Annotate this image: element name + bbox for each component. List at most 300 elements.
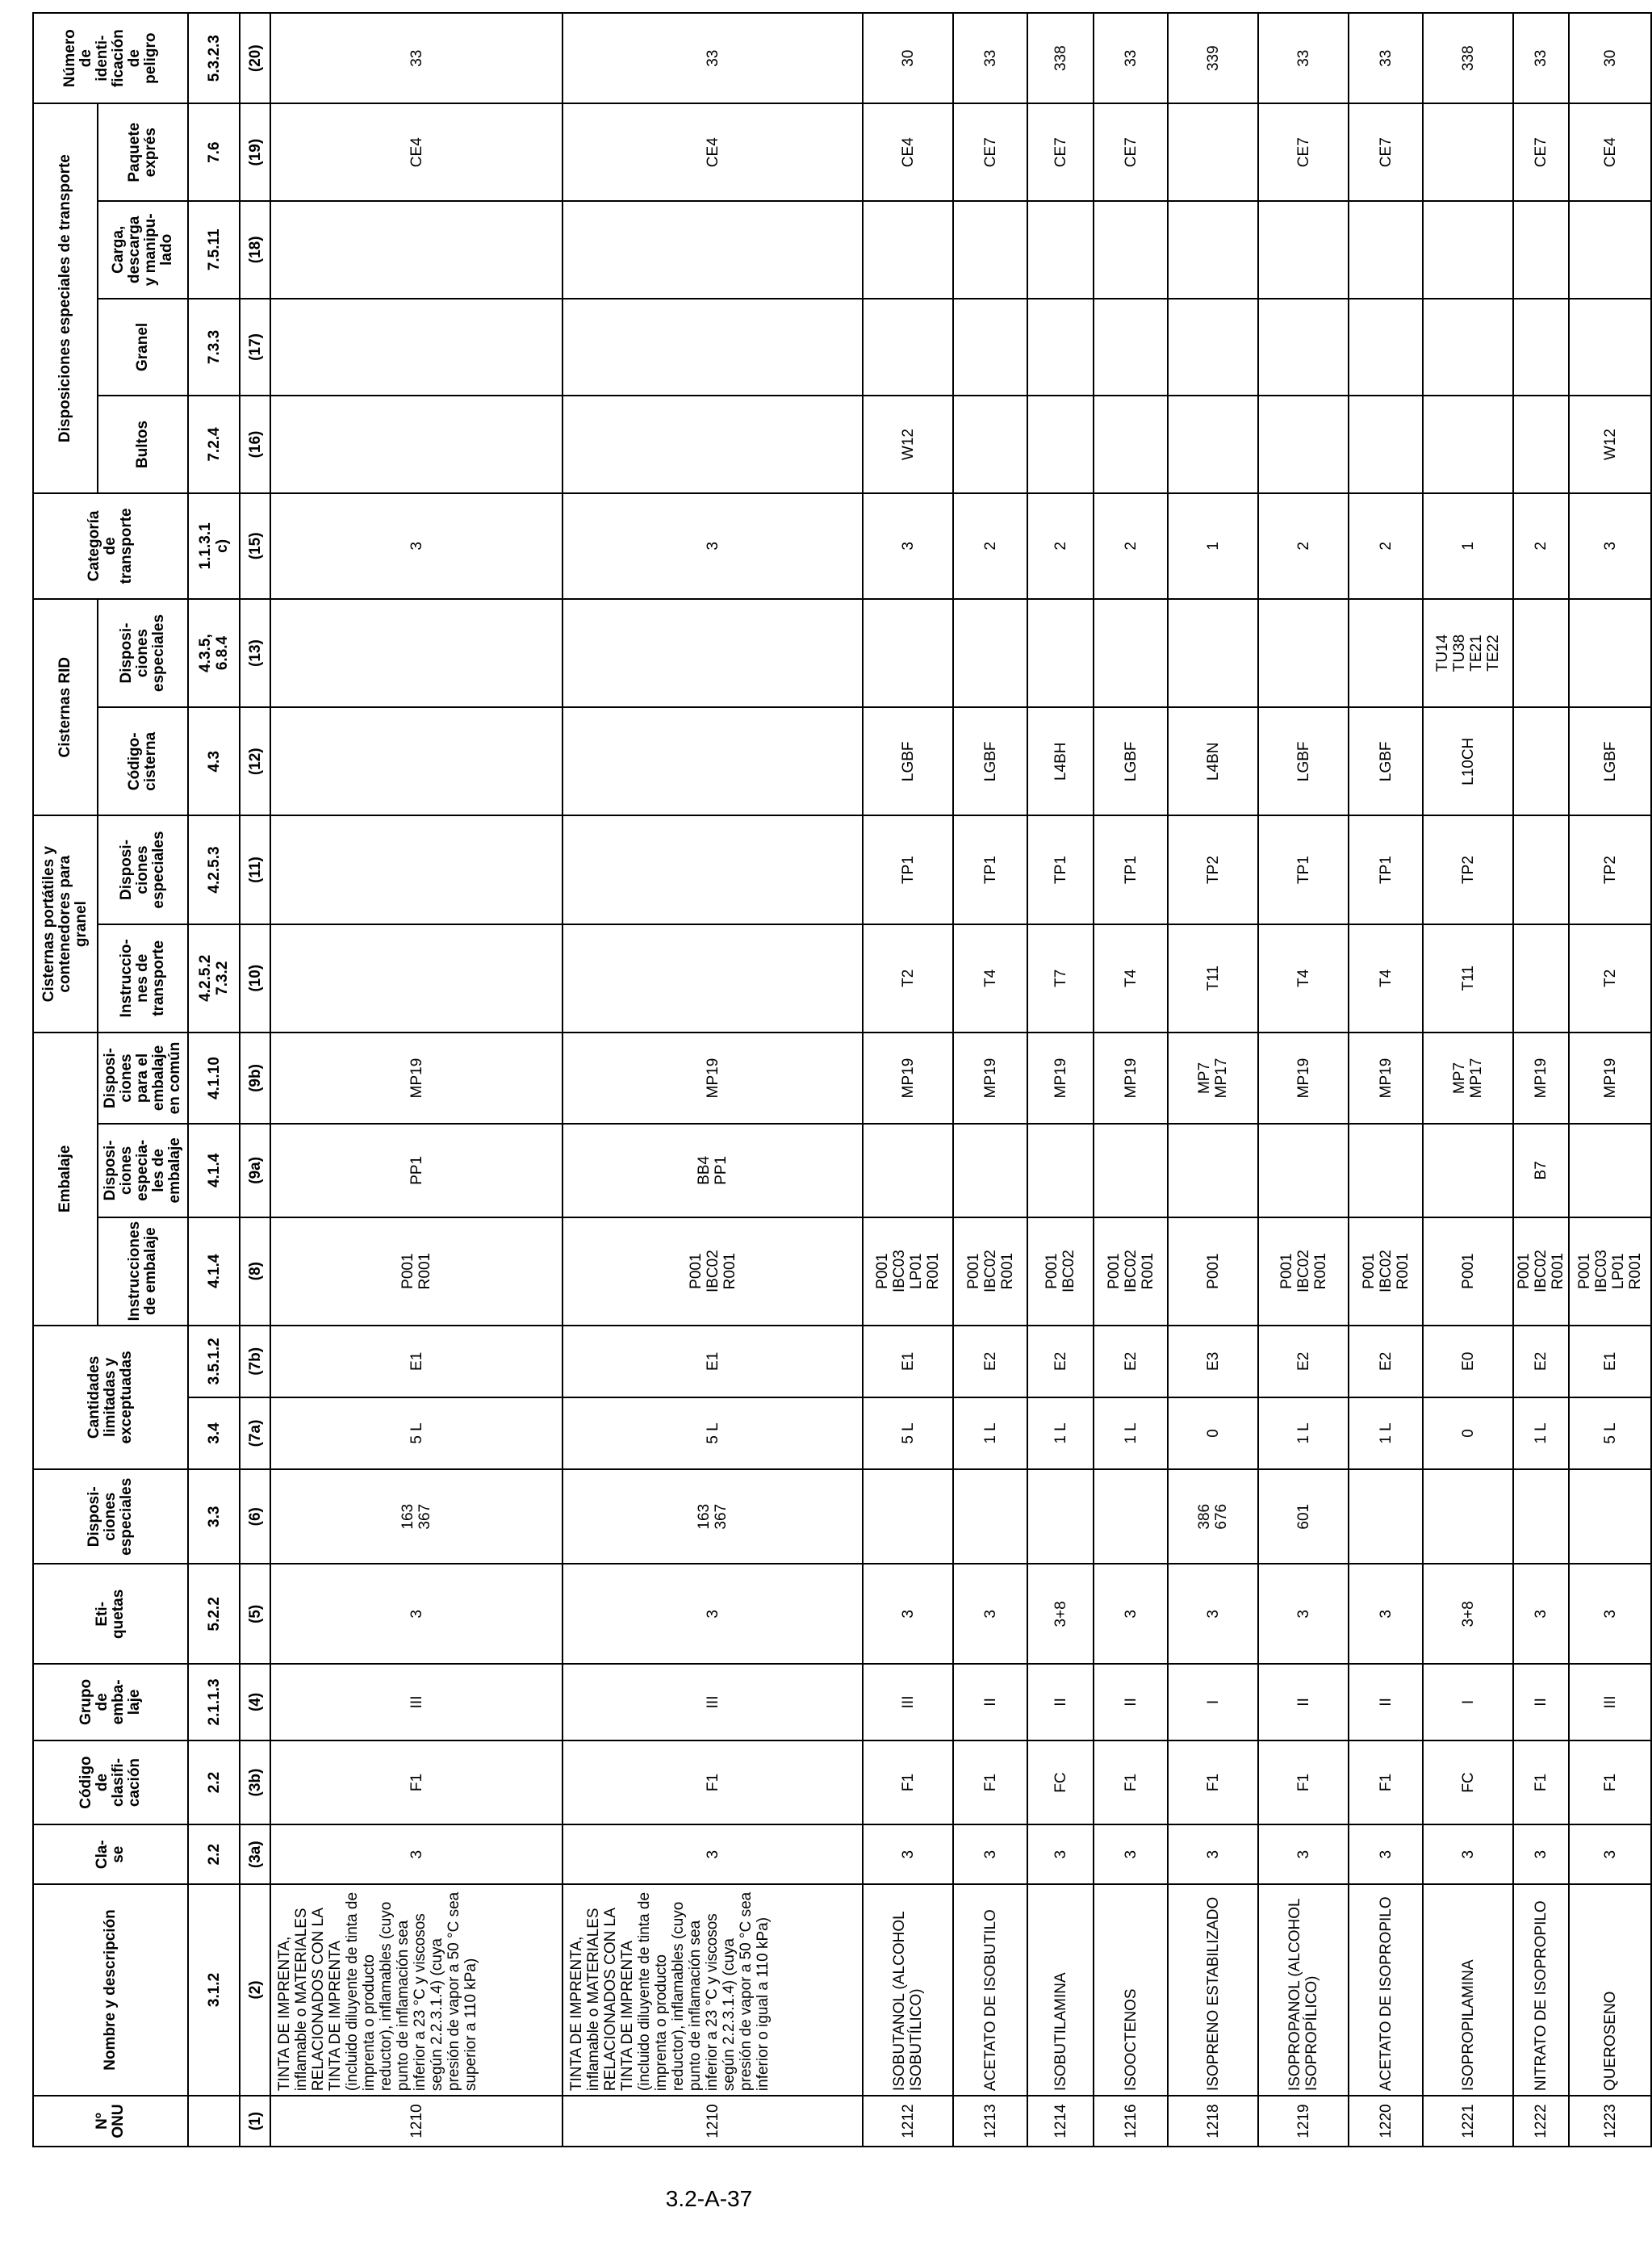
table-cell: 3	[270, 1824, 563, 1883]
column-number-cell: (3b)	[240, 1740, 270, 1825]
name-description-cell: TINTA DE IMPRENTA, inflamable o MATERIALES RELACIONADOS CON LA TINTA DE IMPRENTA (incluido diluyente de tinta de imprenta o producto reductor), inflamables (cuyo punto de inflamación sea inferior a 23 °C y viscosos según 2.2.3.1.4) (cuya presión de vapor a 50 °C sea inferior o igual a 110 kPa)	[563, 1884, 863, 2096]
table-cell: 3	[863, 1824, 953, 1883]
table-cell: MP19	[270, 1033, 563, 1124]
table-cell: LGBF	[953, 707, 1027, 815]
reference-cell: 4.3	[188, 707, 240, 815]
table-cell: E2	[953, 1326, 1027, 1397]
table-cell: III	[563, 1664, 863, 1740]
header-cantidades: Cantidades limitadas y exceptuadas	[33, 1326, 188, 1469]
table-cell: 3	[1423, 1824, 1513, 1883]
table-cell: CE4	[1569, 103, 1651, 201]
name-description-cell: ISOPRENO ESTABILIZADO	[1168, 1884, 1258, 2096]
table-cell	[1027, 201, 1094, 299]
reference-cell	[188, 2096, 240, 2147]
table-cell	[1423, 1124, 1513, 1217]
un-number-cell: 1210	[270, 2096, 563, 2147]
table-cell: TU14 TU38 TE21 TE22	[1423, 599, 1513, 707]
table-cell	[1094, 201, 1168, 299]
table-cell	[1094, 1469, 1168, 1564]
table-cell	[953, 599, 1027, 707]
table-cell: 3	[953, 1824, 1027, 1883]
name-description-cell: ISOBUTANOL (ALCOHOL ISOBUTÍLICO)	[863, 1884, 953, 2096]
table-cell	[1423, 201, 1513, 299]
table-cell: E2	[1094, 1326, 1168, 1397]
header-numero-peligro: Número de identi- ficación de peligro	[33, 13, 188, 103]
table-row	[1027, 13, 1094, 2147]
table-cell: 3	[863, 493, 953, 599]
table-cell: F1	[563, 1740, 863, 1825]
table-cell: T4	[1258, 924, 1349, 1033]
table-cell: II	[1094, 1664, 1168, 1740]
table-cell	[1349, 1469, 1423, 1564]
table-row	[1569, 13, 1651, 2147]
table-cell: 3	[1027, 1824, 1094, 1883]
table-cell	[1258, 299, 1349, 396]
table-cell: 2	[1258, 493, 1349, 599]
reference-cell: 3.1.2	[188, 1884, 240, 2096]
table-cell	[1513, 924, 1569, 1033]
table-cell: CE4	[863, 103, 953, 201]
table-cell: CE7	[1513, 103, 1569, 201]
table-cell: T11	[1168, 924, 1258, 1033]
un-number-cell: 1223	[1569, 2096, 1651, 2147]
table-cell: 3	[1168, 1564, 1258, 1664]
table-cell	[563, 299, 863, 396]
table-cell	[270, 707, 563, 815]
table-cell: 5 L	[563, 1397, 863, 1469]
table-cell: 0	[1423, 1397, 1513, 1469]
table-cell	[1349, 201, 1423, 299]
table-cell: LGBF	[1569, 707, 1651, 815]
table-cell: 338	[1027, 13, 1094, 103]
column-number-row	[240, 13, 270, 2147]
table-cell	[1513, 599, 1569, 707]
table-cell	[863, 299, 953, 396]
header-cisternas-rid: Cisternas RID	[33, 599, 98, 815]
table-cell	[563, 707, 863, 815]
table-cell: E1	[1569, 1326, 1651, 1397]
table-cell: MP19	[1027, 1033, 1094, 1124]
table-cell: 1 L	[953, 1397, 1027, 1469]
table-cell: BB4 PP1	[563, 1124, 863, 1217]
table-cell	[563, 924, 863, 1033]
table-cell: 33	[1094, 13, 1168, 103]
column-number-cell: (9a)	[240, 1124, 270, 1217]
un-number-cell: 1214	[1027, 2096, 1094, 2147]
table-cell	[1569, 599, 1651, 707]
table-cell	[1027, 1124, 1094, 1217]
un-number-cell: 1213	[953, 2096, 1027, 2147]
column-number-cell: (18)	[240, 201, 270, 299]
name-description-cell: ACETATO DE ISOBUTILO	[953, 1884, 1027, 2096]
table-cell	[1349, 599, 1423, 707]
reference-cell: 7.5.11	[188, 201, 240, 299]
table-cell: 3	[1258, 1564, 1349, 1664]
reference-cell: 4.3.5, 6.8.4	[188, 599, 240, 707]
table-cell: W12	[1569, 396, 1651, 493]
table-cell	[863, 1469, 953, 1564]
table-cell	[563, 201, 863, 299]
table-cell: 601	[1258, 1469, 1349, 1564]
table-cell: 30	[863, 13, 953, 103]
header-paquete-expres: Paquete exprés	[98, 103, 188, 201]
table-cell: 3	[270, 493, 563, 599]
reference-cell: 2.2	[188, 1824, 240, 1883]
table-cell: P001 IBC02 R001	[1258, 1217, 1349, 1326]
column-number-cell: (8)	[240, 1217, 270, 1326]
table-cell: 3	[1258, 1824, 1349, 1883]
un-number-cell: 1210	[563, 2096, 863, 2147]
table-cell: LGBF	[1094, 707, 1168, 815]
table-cell: L4BH	[1027, 707, 1094, 815]
reference-cell: 5.2.2	[188, 1564, 240, 1664]
table-cell: 2	[1513, 493, 1569, 599]
table-cell: 33	[1258, 13, 1349, 103]
table-cell: MP19	[1094, 1033, 1168, 1124]
column-number-cell: (15)	[240, 493, 270, 599]
column-number-cell: (16)	[240, 396, 270, 493]
table-cell: TP1	[863, 815, 953, 924]
table-cell	[1094, 1124, 1168, 1217]
table-cell: LGBF	[1258, 707, 1349, 815]
table-cell	[953, 299, 1027, 396]
table-cell: 2	[1027, 493, 1094, 599]
reference-cell: 4.1.4	[188, 1124, 240, 1217]
table-cell	[1513, 1469, 1569, 1564]
table-cell: TP1	[1094, 815, 1168, 924]
table-cell: 2	[1094, 493, 1168, 599]
header-carga-descarga: Carga, descarga y manipu- lado	[98, 201, 188, 299]
table-cell: 3	[1569, 493, 1651, 599]
header-disposiciones-transporte: Disposiciones especiales de transporte	[33, 103, 98, 492]
name-description-cell: NITRATO DE ISOPROPILO	[1513, 1884, 1569, 2096]
table-cell: E2	[1027, 1326, 1094, 1397]
name-description-cell: TINTA DE IMPRENTA, inflamable o MATERIALES RELACIONADOS CON LA TINTA DE IMPRENTA (incluido diluyente de tinta de imprenta o producto reductor), inflamables (cuyo punto de inflamación sea inferior a 23 °C y viscosos según 2.2.3.1.4) (cuya presión de vapor a 50 °C sea superior a 110 kPa)	[270, 1884, 563, 2096]
table-cell: 386 676	[1168, 1469, 1258, 1564]
table-cell	[270, 815, 563, 924]
table-cell: F1	[863, 1740, 953, 1825]
table-cell	[1027, 396, 1094, 493]
un-number-cell: 1212	[863, 2096, 953, 2147]
table-cell: MP19	[953, 1033, 1027, 1124]
table-cell	[1513, 815, 1569, 924]
header-instrucciones-embalaje: Instrucciones de embalaje	[98, 1217, 188, 1326]
table-cell: F1	[1513, 1740, 1569, 1825]
table-cell	[1349, 396, 1423, 493]
table-cell	[1168, 201, 1258, 299]
column-number-cell: (1)	[240, 2096, 270, 2147]
table-cell: 1 L	[1027, 1397, 1094, 1469]
table-cell	[1168, 103, 1258, 201]
reference-cell: 7.6	[188, 103, 240, 201]
table-cell: P001	[1168, 1217, 1258, 1326]
table-cell: 1 L	[1349, 1397, 1423, 1469]
table-cell	[1094, 396, 1168, 493]
table-cell: CE7	[953, 103, 1027, 201]
column-number-cell: (3a)	[240, 1824, 270, 1883]
un-number-cell: 1218	[1168, 2096, 1258, 2147]
column-number-cell: (19)	[240, 103, 270, 201]
table-body	[270, 13, 1651, 2147]
table-cell	[1168, 1124, 1258, 1217]
table-row	[953, 13, 1027, 2147]
table-cell: P001 R001	[270, 1217, 563, 1326]
table-cell	[1258, 201, 1349, 299]
table-cell: CE7	[1027, 103, 1094, 201]
table-cell	[1569, 1124, 1651, 1217]
table-cell: 1	[1168, 493, 1258, 599]
table-cell: 3	[1349, 1564, 1423, 1664]
table-cell	[1258, 1124, 1349, 1217]
table-cell: MP19	[1569, 1033, 1651, 1124]
table-cell	[270, 599, 563, 707]
table-row	[563, 13, 863, 2147]
table-cell: TP1	[1349, 815, 1423, 924]
name-description-cell: QUEROSENO	[1569, 1884, 1651, 2096]
column-number-cell: (10)	[240, 924, 270, 1033]
table-cell: I	[1168, 1664, 1258, 1740]
header-disposiciones-embalaje-comun: Disposi- ciones para el embalaje en común	[98, 1033, 188, 1124]
header-disposiciones-especiales-rid: Disposi- ciones especiales	[98, 599, 188, 707]
table-row	[1094, 13, 1168, 2147]
table-cell: B7	[1513, 1124, 1569, 1217]
header-disposiciones-especiales-cisternas: Disposi- ciones especiales	[98, 815, 188, 924]
table-cell: 33	[270, 13, 563, 103]
table-cell: III	[863, 1664, 953, 1740]
table-cell: MP19	[563, 1033, 863, 1124]
table-cell: 1 L	[1094, 1397, 1168, 1469]
header-codigo-cisterna: Código- cisterna	[98, 707, 188, 815]
un-number-cell: 1221	[1423, 2096, 1513, 2147]
table-cell: TP1	[1258, 815, 1349, 924]
name-description-cell: ISOOCTENOS	[1094, 1884, 1168, 2096]
table-cell: CE4	[563, 103, 863, 201]
table-cell	[1423, 396, 1513, 493]
header-un-no: Nº ONU	[33, 2096, 188, 2147]
table-cell: MP7 MP17	[1423, 1033, 1513, 1124]
column-number-cell: (7a)	[240, 1397, 270, 1469]
table-cell: 3	[1168, 1824, 1258, 1883]
table-cell: L4BN	[1168, 707, 1258, 815]
header-clase: Cla- se	[33, 1824, 188, 1883]
table-cell: MP19	[1513, 1033, 1569, 1124]
table-cell: CE7	[1349, 103, 1423, 201]
table-cell: E2	[1513, 1326, 1569, 1397]
table-cell: 2	[953, 493, 1027, 599]
table-cell: CE7	[1094, 103, 1168, 201]
table-cell	[953, 396, 1027, 493]
table-cell: 3	[953, 1564, 1027, 1664]
table-cell: 3	[1569, 1824, 1651, 1883]
reference-cell: 3.4	[188, 1397, 240, 1469]
table-cell: T4	[953, 924, 1027, 1033]
table-cell: 3	[1349, 1824, 1423, 1883]
table-cell: LGBF	[863, 707, 953, 815]
table-cell	[1027, 299, 1094, 396]
table-cell	[1349, 299, 1423, 396]
table-cell: F1	[1094, 1740, 1168, 1825]
name-description-cell: ACETATO DE ISOPROPILO	[1349, 1884, 1423, 2096]
header-bultos: Bultos	[98, 396, 188, 493]
table-cell	[1027, 1469, 1094, 1564]
table-cell: PP1	[270, 1124, 563, 1217]
table-cell: F1	[1569, 1740, 1651, 1825]
reference-cell: 2.1.1.3	[188, 1664, 240, 1740]
table-cell: E1	[863, 1326, 953, 1397]
table-cell: 5 L	[863, 1397, 953, 1469]
table-cell: 33	[953, 13, 1027, 103]
table-cell: 30	[1569, 13, 1651, 103]
header-granel: Granel	[98, 299, 188, 396]
reference-cell: 5.3.2.3	[188, 13, 240, 103]
table-cell: 163 367	[270, 1469, 563, 1564]
table-cell	[863, 201, 953, 299]
header-cisternas-portatiles: Cisternas portátiles y contenedores para granel	[33, 815, 98, 1032]
table-cell: E0	[1423, 1326, 1513, 1397]
table-cell: II	[953, 1664, 1027, 1740]
table-cell	[863, 1124, 953, 1217]
table-cell	[1423, 1469, 1513, 1564]
table-row	[1349, 13, 1423, 2147]
header-grupo-embalaje: Grupo de emba- laje	[33, 1664, 188, 1740]
table-cell: 5 L	[270, 1397, 563, 1469]
table-cell	[1168, 299, 1258, 396]
table-cell	[953, 1124, 1027, 1217]
table-cell: P001 IBC02 R001	[953, 1217, 1027, 1326]
table-cell: 3	[563, 493, 863, 599]
un-number-cell: 1222	[1513, 2096, 1569, 2147]
table-cell: 3	[563, 1824, 863, 1883]
table-cell: 3+8	[1027, 1564, 1094, 1664]
table-cell: 339	[1168, 13, 1258, 103]
column-number-cell: (20)	[240, 13, 270, 103]
table-row	[270, 13, 563, 2147]
header-categoria-transporte: Categoría de transporte	[33, 493, 188, 599]
table-cell: MP7 MP17	[1168, 1033, 1258, 1124]
table-cell: MP19	[863, 1033, 953, 1124]
table-cell: L10CH	[1423, 707, 1513, 815]
table-cell	[1027, 599, 1094, 707]
table-cell: 1 L	[1513, 1397, 1569, 1469]
table-cell: F1	[1168, 1740, 1258, 1825]
table-cell: 33	[563, 13, 863, 103]
table-cell: T11	[1423, 924, 1513, 1033]
reference-cell: 4.2.5.2 7.3.2	[188, 924, 240, 1033]
table-cell: 3	[563, 1564, 863, 1664]
table-cell: I	[1423, 1664, 1513, 1740]
header-codigo-clasificacion: Código de clasifi- cación	[33, 1740, 188, 1825]
column-number-cell: (13)	[240, 599, 270, 707]
table-cell: T4	[1349, 924, 1423, 1033]
table-cell	[1349, 1124, 1423, 1217]
table-cell: W12	[863, 396, 953, 493]
column-number-cell: (11)	[240, 815, 270, 924]
table-cell: F1	[1349, 1740, 1423, 1825]
table-cell: 1 L	[1258, 1397, 1349, 1469]
column-number-cell: (17)	[240, 299, 270, 396]
reference-cell: 3.3	[188, 1469, 240, 1564]
reference-cell: 3.5.1.2	[188, 1326, 240, 1397]
table-cell: TP2	[1569, 815, 1651, 924]
table-cell	[270, 924, 563, 1033]
reference-cell: 4.1.4	[188, 1217, 240, 1326]
table-cell: F1	[1258, 1740, 1349, 1825]
column-number-cell: (5)	[240, 1564, 270, 1664]
table-cell	[1168, 396, 1258, 493]
reference-cell: 4.2.5.3	[188, 815, 240, 924]
table-cell: T4	[1094, 924, 1168, 1033]
table-cell: II	[1349, 1664, 1423, 1740]
rotated-table-wrapper	[32, 12, 1644, 2147]
table-cell: E2	[1349, 1326, 1423, 1397]
table-cell: FC	[1027, 1740, 1094, 1825]
reference-cell: 2.2	[188, 1740, 240, 1825]
table-cell: T2	[863, 924, 953, 1033]
table-cell: P001 IBC02 R001	[1513, 1217, 1569, 1326]
table-cell: TP2	[1423, 815, 1513, 924]
table-cell: TP2	[1168, 815, 1258, 924]
table-cell	[1423, 299, 1513, 396]
table-cell	[1513, 396, 1569, 493]
reference-cell: 4.1.10	[188, 1033, 240, 1124]
table-cell: 3	[1513, 1824, 1569, 1883]
table-cell: 3	[1094, 1824, 1168, 1883]
table-cell: F1	[953, 1740, 1027, 1825]
table-cell: T7	[1027, 924, 1094, 1033]
table-cell: 163 367	[563, 1469, 863, 1564]
reference-cell: 1.1.3.1 c)	[188, 493, 240, 599]
table-row	[1258, 13, 1349, 2147]
table-cell: CE7	[1258, 103, 1349, 201]
table-cell: E2	[1258, 1326, 1349, 1397]
table-cell: P001 IBC02 R001	[1349, 1217, 1423, 1326]
table-cell	[563, 815, 863, 924]
table-cell: P001 IBC03 LP01 R001	[1569, 1217, 1651, 1326]
table-cell: 2	[1349, 493, 1423, 599]
table-cell: 338	[1423, 13, 1513, 103]
column-number-cell: (2)	[240, 1884, 270, 2096]
table-cell: 3	[1094, 1564, 1168, 1664]
table-cell: III	[1569, 1664, 1651, 1740]
reference-cell: 7.3.3	[188, 299, 240, 396]
header-instrucciones-transporte: Instruccio- nes de transporte	[98, 924, 188, 1033]
un-number-cell: 1220	[1349, 2096, 1423, 2147]
page-number: 3.2-A-37	[665, 2186, 753, 2211]
table-cell: CE4	[270, 103, 563, 201]
header-name: Nombre y descripción	[33, 1884, 188, 2096]
table-cell	[863, 599, 953, 707]
table-cell: 1	[1423, 493, 1513, 599]
table-cell	[1258, 396, 1349, 493]
table-cell	[1094, 599, 1168, 707]
un-number-cell: 1216	[1094, 2096, 1168, 2147]
table-cell	[1513, 299, 1569, 396]
name-description-cell: ISOPROPANOL (ALCOHOL ISOPROPÍLICO)	[1258, 1884, 1349, 2096]
un-number-cell: 1219	[1258, 2096, 1349, 2147]
table-row	[1168, 13, 1258, 2147]
table-cell	[563, 396, 863, 493]
table-cell: P001 IBC03 LP01 R001	[863, 1217, 953, 1326]
table-cell: TP1	[1027, 815, 1094, 924]
header-etiquetas: Eti- quetas	[33, 1564, 188, 1664]
table-cell: II	[1258, 1664, 1349, 1740]
table-cell: E1	[270, 1326, 563, 1397]
name-description-cell: ISOBUTILAMINA	[1027, 1884, 1094, 2096]
table-cell: P001 IBC02 R001	[1094, 1217, 1168, 1326]
header-embalaje: Embalaje	[33, 1033, 98, 1326]
table-cell: F1	[270, 1740, 563, 1825]
column-number-cell: (7b)	[240, 1326, 270, 1397]
